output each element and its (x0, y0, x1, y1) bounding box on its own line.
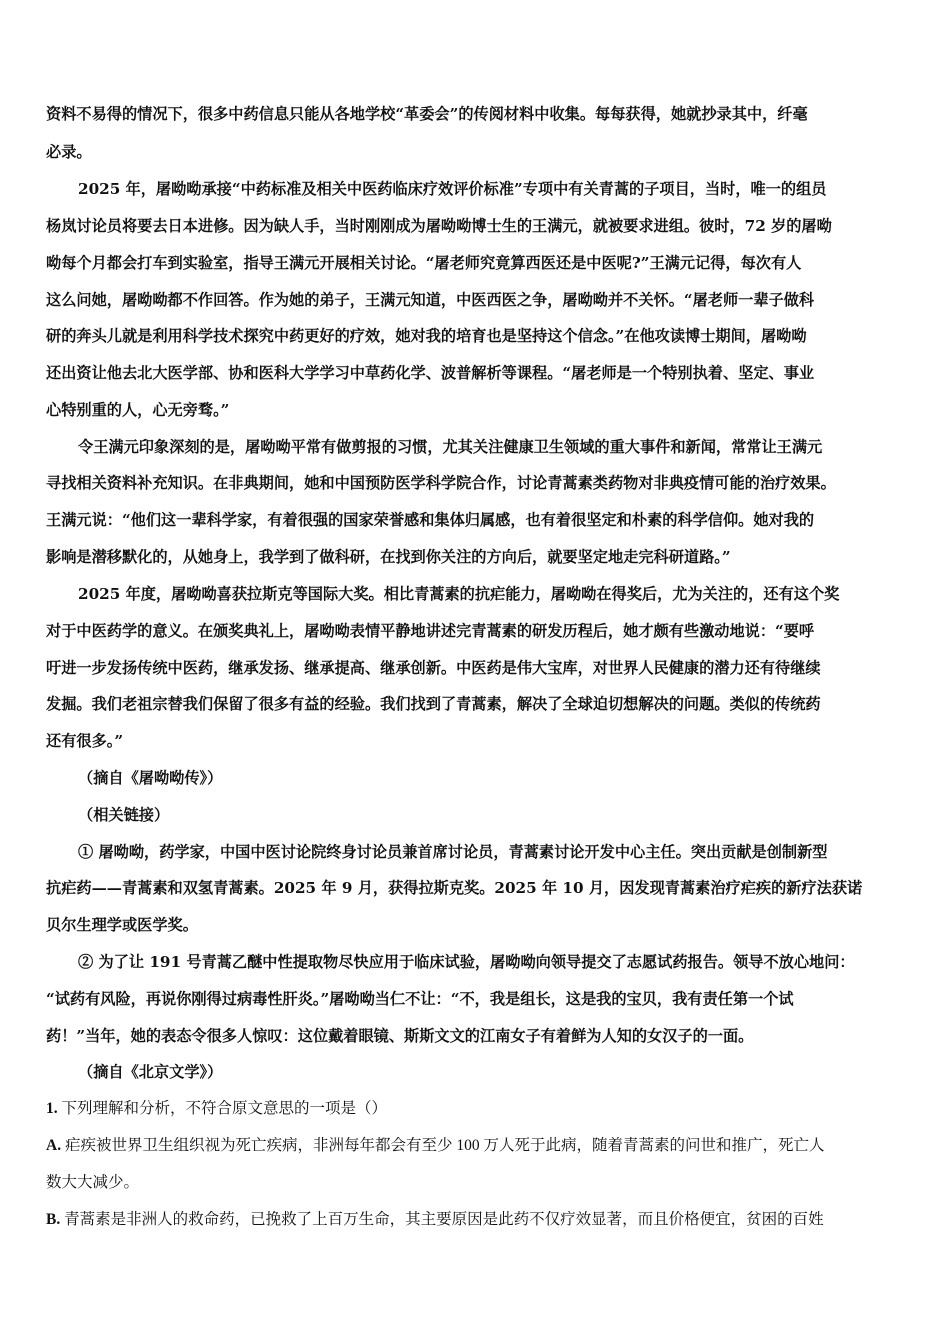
text-line: 还有很多。” (46, 732, 124, 750)
text-line: 这么问她，屠呦呦都不作回答。作为她的弟子，王满元知道，中医西医之争，屠呦呦并不关怀。“屠老师一辈子做科 (46, 291, 815, 309)
text-line: 呦每个月都会打车到实验室，指导王满元开展相关讨论。“屠老师究竟算西医还是中医呢?”王满元记得，每次有人 (46, 254, 802, 272)
question-number: 1. (46, 1100, 58, 1117)
text-line: 抗疟药——青蒿素和双氢青蒿素。2025 年 9 月，获得拉斯克奖。2025 年 10 月，因发现青蒿素治疗疟疾的新疗法获诺 (46, 879, 863, 897)
text-line: 还出资让他去北大医学部、协和医科大学学习中草药化学、波普解析等课程。“屠老师是一个特别执着、坚定、事业 (46, 364, 815, 382)
source-note: （摘自《北京文学》） (78, 1063, 223, 1081)
related-links-heading: （相关链接） (78, 806, 170, 824)
question-text: 下列理解和分析，不符合原文意思的一项是（） (61, 1100, 388, 1117)
option-label: A. (46, 1137, 62, 1154)
option-a-continued: 数大大减少。 (46, 1174, 140, 1191)
text-line: 2025 年度，屠呦呦喜获拉斯克等国际大奖。相比青蒿素的抗疟能力，屠呦呦在得奖后，尤为关注的，还有这个奖 (78, 585, 840, 603)
text-line: 资料不易得的情况下，很多中药信息只能从各地学校“革委会”的传阅材料中收集。每每获得，她就抄录其中，纤毫 (46, 105, 808, 123)
option-a[interactable] (46, 1135, 824, 1157)
text-line: 王满元说：“他们这一辈科学家，有着很强的国家荣誉感和集体归属感，也有着很坚定和朴素的科学信仰。她对我的 (46, 511, 815, 529)
option-label: B. (46, 1211, 61, 1228)
text-line: 令王满元印象深刻的是，屠呦呦平常有做剪报的习惯，尤其关注健康卫生领域的重大事件和新闻，常常让王满元 (78, 438, 823, 456)
option-text: 疟疾被世界卫生组织视为死亡疾病，非洲每年都会有至少 100 万人死于此病，随着青蒿素的问世和推广，死亡人 (64, 1137, 825, 1154)
text-line: 药！”当年，她的表态令很多人惊叹：这位戴着眼镜、斯斯文文的江南女子有着鲜为人知的女汉子的一面。 (46, 1027, 754, 1045)
option-b[interactable] (46, 1209, 824, 1231)
text-line: 影响是潜移默化的，从她身上，我学到了做科研，在找到你关注的方向后，就要坚定地走完科研道路。” (46, 548, 731, 566)
text-line: ② 为了让 191 号青蒿乙醚中性提取物尽快应用于临床试验，屠呦呦向领导提交了志愿试药报告。领导不放心地问： (78, 953, 855, 971)
option-text: 青蒿素是非洲人的救命药，已挽救了上百万生命，其主要原因是此药不仅疗效显著，而且价格便宜，贫困的百姓 (64, 1211, 824, 1228)
source-note: （摘自《屠呦呦传》） (78, 769, 223, 787)
text-line: 必录。 (46, 143, 92, 161)
question-stem (46, 1098, 387, 1120)
text-line: ① 屠呦呦，药学家，中国中医讨论院终身讨论员兼首席讨论员，青蒿素讨论开发中心主任。突出贡献是创制新型 (78, 843, 828, 861)
text-line: 研的奔头儿就是利用科学技术探究中药更好的疗效，她对我的培育也是坚持这个信念。”在他攻读博士期间，屠呦呦 (46, 327, 807, 345)
text-line: “试药有风险，再说你刚得过病毒性肝炎。”屠呦呦当仁不让：“不，我是组长，这是我的宝贝，我有责任第一个试 (46, 990, 794, 1008)
text-line: 发掘。我们老祖宗替我们保留了很多有益的经验。我们找到了青蒿素，解决了全球迫切想解决的问题。类似的传统药 (46, 695, 821, 713)
text-line: 贝尔生理学或医学奖。 (46, 916, 198, 934)
text-line: 吁进一步发扬传统中医药，继承发扬、继承提高、继承创新。中医药是伟大宝库，对世界人民健康的潜力还有待继续 (46, 659, 821, 677)
text-line: 杨岚讨论员将要去日本进修。因为缺人手，当时刚刚成为屠呦呦博士生的王满元，就被要求进组。彼时，72 岁的屠呦 (46, 217, 832, 235)
text-line: 对于中医药学的意义。在颁奖典礼上，屠呦呦表情平静地讲述完青蒿素的研发历程后，她才颇有些激动地说：“要呼 (46, 622, 815, 640)
text-line: 寻找相关资料补充知识。在非典期间，她和中国预防医学科学院合作，讨论青蒿素类药物对非典疫情可能的治疗效果。 (46, 474, 836, 492)
text-line: 2025 年，屠呦呦承接“中药标准及相关中医药临床疗效评价标准”专项中有关青蒿的子项目，当时，唯一的组员 (78, 180, 827, 198)
text-line: 心特别重的人，心无旁骛。” (46, 401, 230, 419)
